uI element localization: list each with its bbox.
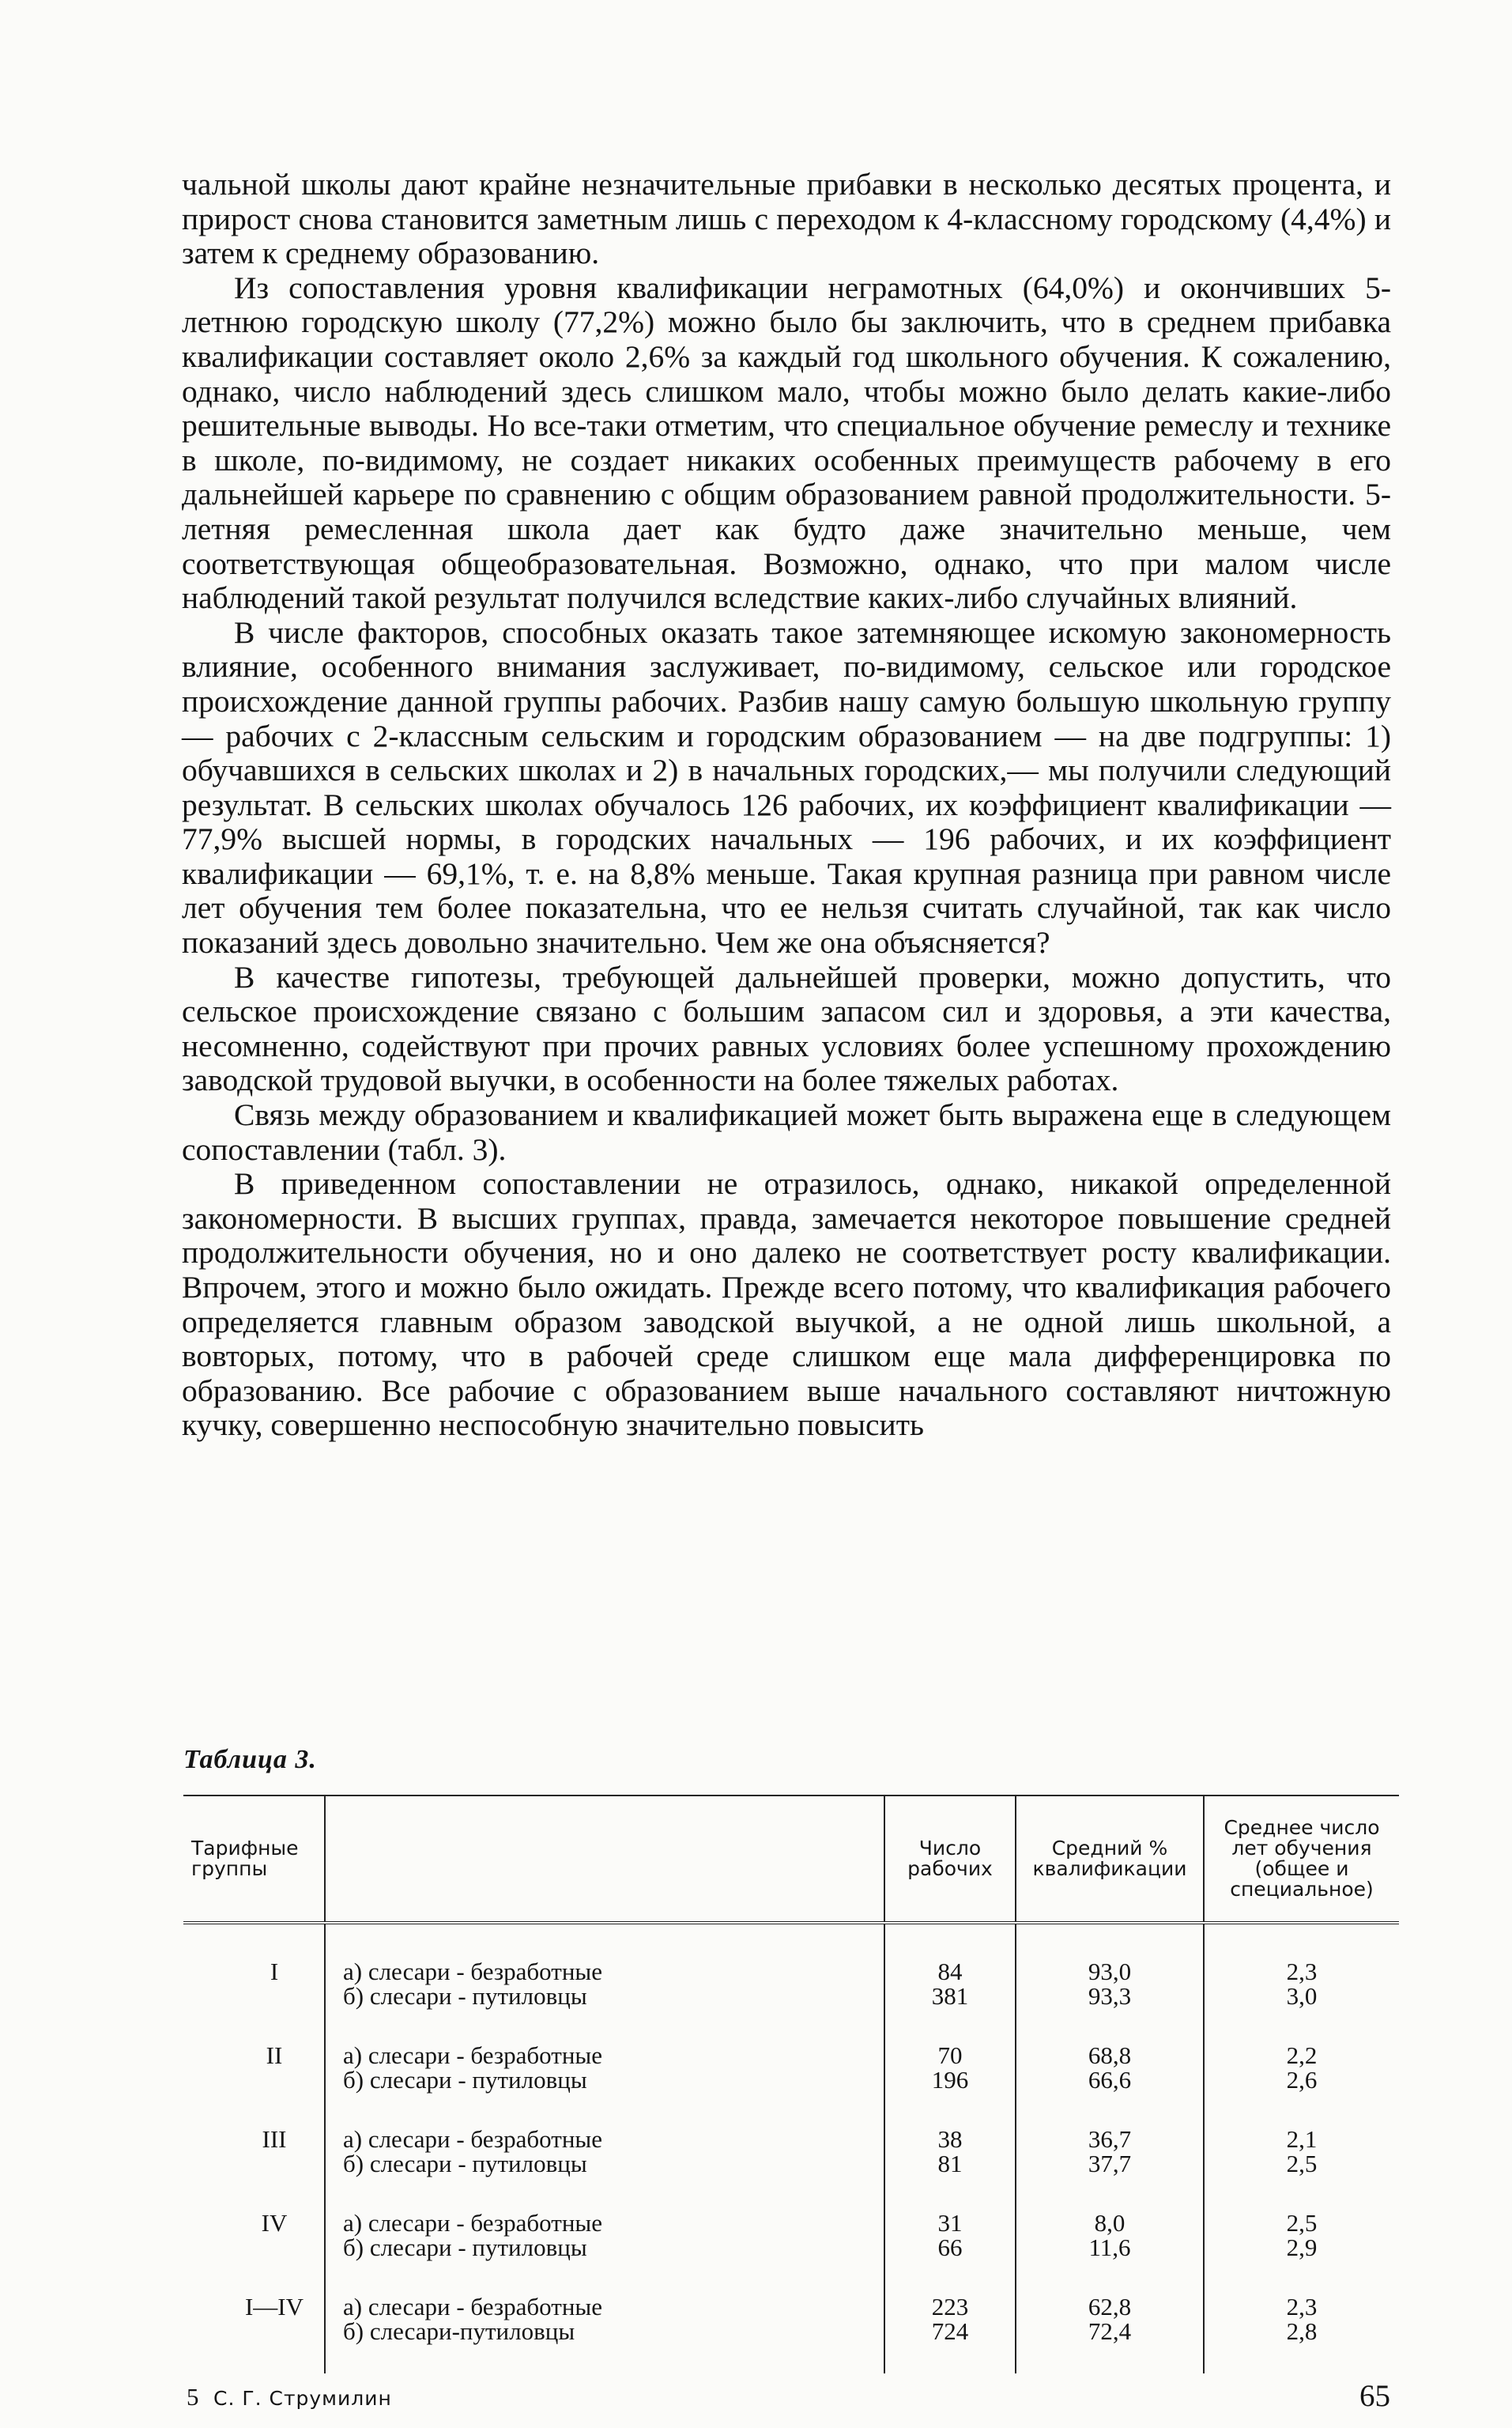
worker-count: 81: [937, 2150, 963, 2177]
row-description-cell: [325, 2260, 884, 2373]
table-row: [183, 2092, 1399, 2176]
paragraph-4: В качестве гипотезы, требующей дальнейшей проверки, можно допустить, что сельское происхождение связано с большим запасом сил и здоровья, а эти качества, несомненно, содействуют при прочих равных условиях более успешному прохождению заводской трудовой выучки, в особенности на более тяжелых работах.: [182, 959, 1391, 1098]
worker-count: 84: [937, 1958, 963, 1985]
worker-count-cell: [884, 2176, 1016, 2260]
footer-signature: [187, 2383, 392, 2411]
row-description: б) слесари-путиловцы: [343, 2317, 575, 2345]
header-avg-years: Среднее число лет обучения (общее и специальное): [1204, 1796, 1399, 1923]
avg-qualification-cell: [1016, 2260, 1204, 2373]
group-label: I—IV: [244, 2293, 304, 2320]
avg-years-cell: [1204, 2008, 1399, 2092]
avg-qualification: 66,6: [1088, 2066, 1132, 2094]
avg-years-cell: [1204, 1923, 1399, 2008]
header-description: [325, 1796, 884, 1923]
avg-years: 2,3: [1286, 2293, 1318, 2320]
row-description: б) слесари - путиловцы: [343, 2234, 587, 2261]
avg-years: 2,5: [1286, 2209, 1318, 2237]
avg-qualification-cell: [1016, 1923, 1204, 2008]
worker-count: 381: [931, 1982, 969, 2010]
group-label: II: [266, 2041, 283, 2069]
avg-qualification: 93,3: [1088, 1982, 1132, 2010]
row-description-cell: [325, 2092, 884, 2176]
row-description: а) слесари - безработные: [343, 2125, 602, 2153]
worker-count-cell: [884, 2008, 1016, 2092]
table-row: [183, 2260, 1399, 2373]
avg-years-cell: [1204, 2176, 1399, 2260]
row-description-cell: [325, 2176, 884, 2260]
table-row: [183, 2176, 1399, 2260]
table-3: [183, 1795, 1399, 2373]
avg-qualification: 36,7: [1088, 2125, 1132, 2153]
paragraph-1: чальной школы дают крайне незначительные прибавки в несколько десятых процента, и прирост снова становится заметным лишь с переходом к 4-классному городскому (4,4%) и затем к среднему образованию.: [182, 167, 1391, 271]
header-tariff-groups: Тарифные группы: [183, 1796, 325, 1923]
paragraph-3: В числе факторов, способных оказать такое затемняющее искомую закономерность влияние, особенного внимания заслуживает, по-видимому, сельское или городское происхождение данной группы рабочих. Разбив нашу самую большую школьную группу — рабочих с 2-классным сельским и городским образованием — на две подгруппы: 1) обучавшихся в сельских школах и 2) в начальных городских,— мы получили следующий результат. В сельских школах обучалось 126 рабочих, их коэффициент квалификации — 77,9% высшей нормы, в городских начальных — 196 рабочих, и их коэффициент квалификации — 69,1%, т. е. на 8,8% меньше. Такая крупная разница при равном числе лет обучения тем более показательна, что ее нельзя считать случайной, так как число показаний здесь довольно значительно. Чем же она объясняется?: [182, 614, 1391, 961]
worker-count-cell: [884, 2260, 1016, 2373]
paragraph-6: В приведенном сопоставлении не отразилось, однако, никакой определенной закономерности. В высших группах, правда, замечается некоторое повышение средней продолжительности обучения, но и оно далеко не соответствует росту квалификации. Впрочем, этого и можно было ожидать. Прежде всего потому, что квалификация рабочего определяется главным образом заводской выучкой, а не одной лишь школьной, а вовторых, потому, что в рабочей среде слишком еще мала дифференцировка по образованию. Все рабочие с образованием выше начального составляют ничтожную кучку, совершенно неспособную значительно повысить: [182, 1166, 1391, 1443]
avg-years: 2,1: [1286, 2125, 1318, 2153]
row-description: а) слесари - безработные: [343, 2041, 602, 2069]
avg-qualification: 68,8: [1088, 2041, 1132, 2069]
worker-count: 724: [931, 2317, 969, 2345]
avg-years: 2,2: [1286, 2041, 1318, 2069]
avg-qualification: 11,6: [1088, 2234, 1131, 2261]
avg-years: 2,9: [1286, 2234, 1318, 2261]
worker-count: 196: [931, 2066, 969, 2094]
page-number: 65: [1359, 2379, 1390, 2413]
table-caption: Таблица 3.: [183, 1745, 317, 1774]
avg-qualification-cell: [1016, 2176, 1204, 2260]
table-row: [183, 1923, 1399, 2008]
author-name: С. Г. Струмилин: [213, 2387, 392, 2410]
avg-years: 2,3: [1286, 1958, 1318, 1985]
avg-qualification: 37,7: [1088, 2150, 1132, 2177]
worker-count: 66: [937, 2234, 963, 2261]
avg-qualification: 62,8: [1088, 2293, 1132, 2320]
worker-count-cell: [884, 2092, 1016, 2176]
avg-years: 2,5: [1286, 2150, 1318, 2177]
worker-count: 223: [931, 2293, 969, 2320]
row-description: а) слесари - безработные: [343, 2293, 602, 2320]
row-description-cell: [325, 2008, 884, 2092]
row-description: б) слесари - путиловцы: [343, 2150, 587, 2177]
row-description: б) слесари - путиловцы: [343, 1982, 587, 2010]
worker-count: 38: [937, 2125, 963, 2153]
header-worker-count: Число рабочих: [884, 1796, 1016, 1923]
table-header-row: [183, 1796, 1399, 1923]
avg-qualification: 72,4: [1088, 2317, 1132, 2345]
avg-years-cell: [1204, 2092, 1399, 2176]
worker-count: 31: [937, 2209, 963, 2237]
avg-qualification: 8,0: [1094, 2209, 1126, 2237]
paragraph-2: Из сопоставления уровня квалификации неграмотных (64,0%) и окончивших 5-летнюю городскую школу (77,2%) можно было бы заключить, что в среднем прибавка квалификации составляет около 2,6% за каждый год школьного обучения. К сожалению, однако, число наблюдений здесь слишком мало, чтобы можно было делать какие-либо решительные выводы. Но все-таки отметим, что специальное обучение ремеслу и технике в школе, по-видимому, не создает никаких особенных преимуществ рабочему в его дальнейшей карьере по сравнению с общим образованием равной продолжительности. 5-летняя ремесленная школа дает как будто даже значительно меньше, чем соответствующая общеобразовательная. Возможно, однако, что при малом числе наблюдений такой результат получился вследствие каких-либо случайных влияний.: [182, 270, 1391, 616]
avg-qualification-cell: [1016, 2092, 1204, 2176]
avg-qualification: 93,0: [1088, 1958, 1132, 1985]
avg-years: 2,8: [1286, 2317, 1318, 2345]
paragraph-5: Связь между образованием и квалификацией может быть выражена еще в следующем сопоставлении (табл. 3).: [182, 1097, 1391, 1167]
avg-years: 2,6: [1286, 2066, 1318, 2094]
row-description-cell: [325, 1923, 884, 2008]
worker-count: 70: [937, 2041, 963, 2069]
avg-years: 3,0: [1286, 1982, 1318, 2010]
header-avg-qualification: Средний % квалификации: [1016, 1796, 1204, 1923]
group-label: I: [270, 1958, 279, 1985]
signature-number: 5: [187, 2383, 200, 2411]
worker-count-cell: [884, 1923, 1016, 2008]
table-row: [183, 2008, 1399, 2092]
row-description: а) слесари - безработные: [343, 2209, 602, 2237]
avg-years-cell: [1204, 2260, 1399, 2373]
row-description: б) слесари - путиловцы: [343, 2066, 587, 2094]
group-label: III: [262, 2125, 287, 2153]
body-text: [182, 168, 1391, 1443]
table-body: [183, 1923, 1399, 2373]
group-label: IV: [261, 2209, 288, 2237]
row-description: а) слесари - безработные: [343, 1958, 602, 1985]
avg-qualification-cell: [1016, 2008, 1204, 2092]
